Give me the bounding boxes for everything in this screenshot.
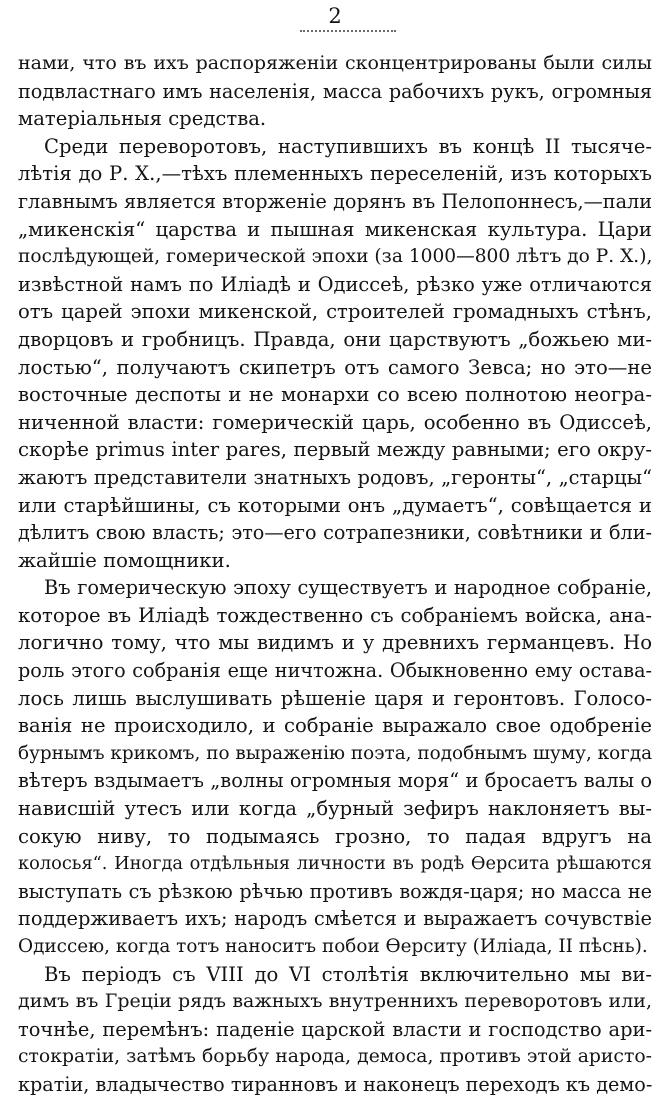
text-line: колосья“. Иногда отдѣльныя личности въ родѣ Ѳерсита рѣшаются [18,853,652,875]
text-line: поддерживаетъ ихъ; народъ смѣется и выражаетъ сочувствіе [18,907,652,931]
text-line: дворцовъ и гробницъ. Правда, они царствуютъ „божьею ми- [18,327,652,351]
text-line: „микенскія“ царства и пышная микенская культура. Цари [18,217,652,241]
text-line: вѣтеръ вздымаетъ „волны огромныя моря“ и бросаетъ валы о [18,769,652,793]
text-line: подвластнаго имъ населенія, масса рабочихъ рукъ, огромныя [18,79,652,103]
text-line: отъ царей эпохи микенской, строителей громадныхъ стѣнъ, [18,300,652,324]
text-line: стократіи, затѣмъ борьбу народа, демоса, противъ этой аристо- [18,1046,652,1068]
text-line: лостью“, получаютъ скипетръ отъ самого Зевса; но это—не [18,355,652,379]
page-header [18,0,652,50]
text-line: скорѣе primus inter pares, первый между равными; его окру- [18,438,652,462]
text-line: бурнымъ крикомъ, по выраженію поэта, подобнымъ шуму, когда [18,742,652,764]
body-text [18,50,652,1099]
text-line: роль этого собранія еще ничтожна. Обыкновенно ему остава- [18,659,652,683]
text-line: Одиссею, когда тотъ наноситъ побои Ѳерситу (Иліада, II пѣснь). [18,936,648,957]
text-line: жаютъ представители знатныхъ родовъ, „геронты“, „старцы“ [18,465,652,489]
text-line: Въ гомерическую эпоху существуетъ и народное собраніе, [44,576,652,600]
text-line: Среди переворотовъ, наступившихъ въ концѣ II тысяче- [44,134,652,158]
text-line: главнымъ является вторженіе дорянъ въ Пелопоннесъ,—пали [18,189,652,213]
text-line: матеріальныя средства. [18,107,267,131]
page-number: 2 [328,4,342,28]
text-line: которое въ Иліадѣ тождественно съ собраніемъ войска, ана- [18,603,652,627]
text-line: сокую ниву, то подымаясь грозно, то падая вдругъ на [18,824,652,848]
header-rule [300,30,396,34]
text-line: послѣдующей, гомерической эпохи (за 1000—800 лѣтъ до Р. Х.), [18,246,652,268]
text-line: точнѣе, перемѣнъ: паденіе царской власти и господство ари- [18,1017,652,1041]
text-line: дѣлитъ свою власть; это—его сотрапезники, совѣтники и бли- [18,521,652,545]
text-line: лось лишь выслушивать рѣшеніе царя и геронтовъ. Голосо- [18,686,652,710]
text-line: лѣтія до Р. Х.,—тѣхъ племенныхъ переселеній, изъ которыхъ [18,162,652,186]
text-line: выступать съ рѣзкою рѣчью противъ вождя-царя; но масса не [18,879,652,903]
text-line: нами, что въ ихъ распоряженіи сконцентрированы были силы [18,52,652,74]
text-line: ниченной власти: гомерическій царь, особенно въ Одиссеѣ, [18,410,652,434]
text-line: восточные деспоты и не монархи со всею полнотою неогра- [18,383,652,407]
text-line: Въ періодъ съ VIII до VI столѣтія включительно мы ви- [44,962,652,986]
text-line: ванія не происходило, и собраніе выражало свое одобреніе [18,714,652,738]
text-line: кратіи, владычество тиранновъ и наконецъ переходъ къ демо- [18,1072,652,1096]
text-line: логично тому, что мы видимъ и у древнихъ германцевъ. Но [18,631,652,655]
text-line: извѣстной намъ по Иліадѣ и Одиссеѣ, рѣзко уже отличаются [18,272,652,296]
text-line: или старѣйшины, съ которыми онъ „думаетъ“, совѣщается и [18,493,652,517]
text-line: димъ въ Греціи рядъ важныхъ внутреннихъ переворотовъ или, [18,990,652,1013]
text-line: жайшіе помощники. [18,548,231,572]
text-line: нависшій утесъ или когда „бурный зефиръ наклоняетъ вы- [18,797,652,821]
